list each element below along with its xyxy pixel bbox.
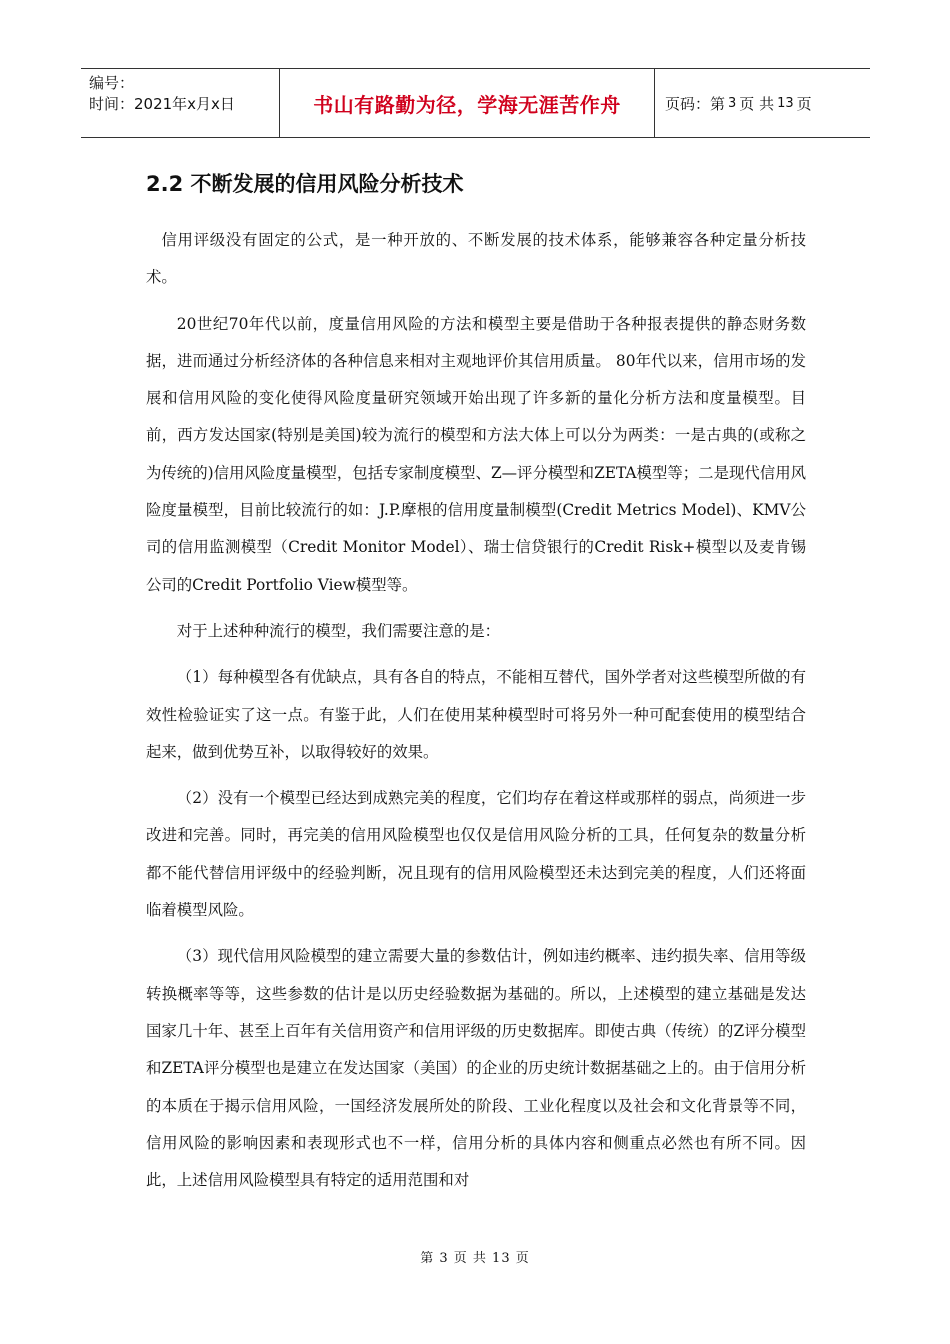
paragraph: （3）现代信用风险模型的建立需要大量的参数估计，例如违约概率、违约损失率、信用等级转换概率等等，这些参数的估计是以历史经验数据为基础的。所以，上述模型的建立基础是发达国家几十年、甚至上百年有关信用资产和信用评级的历史数据库。即使古典（传统）的Z评分模型和ZETA评分模型也是建立在发达国家（美国）的企业的历史统计数据基础之上的。由于信用分析的本质在于揭示信用风险，一国经济发展所处的阶段、工业化程度以及社会和文化背景等不同，信用风险的影响因素和表现形式也不一样，信用分析的具体内容和侧重点必然也有所不同。因此，上述信用风险模型具有特定的适用范围和对: [146, 947, 806, 1190]
page-footer: 第 3 页 共 13 页: [420, 1251, 530, 1266]
section-title: 2.2 不断发展的信用风险分析技术: [146, 172, 464, 196]
header-date-label: 时间：2021年x月x日: [89, 95, 235, 113]
paragraph: （2）没有一个模型已经达到成熟完美的程度，它们均存在着这样或那样的弱点，尚须进一步改进和完善。同时，再完美的信用风险模型也仅仅是信用风险分析的工具，任何复杂的数量分析都不能代替信用评级中的经验判断，况且现有的信用风险模型还未达到完美的程度，人们还将面临着模型风险。: [146, 789, 806, 920]
header-page-suffix: 页: [796, 94, 812, 113]
paragraph: （1）每种模型各有优缺点，具有各自的特点，不能相互替代，国外学者对这些模型所做的有效性检验证实了这一点。有鉴于此，人们在使用某种模型时可将另外一种可配套使用的模型结合起来，做到优势互补，以取得较好的效果。: [146, 668, 806, 761]
body-content: [146, 222, 806, 1208]
header-page-current: 3: [728, 95, 737, 111]
header-page-mid: 页 共: [739, 94, 775, 113]
paragraph: 20世纪70年代以前，度量信用风险的方法和模型主要是借助于各种报表提供的静态财务数据，进而通过分析经济体的各种信息来相对主观地评价其信用质量。 80年代以来，信用市场的发展和信用风险的变化使得风险度量研究领域开始出现了许多新的量化分析方法和度量模型。目前，西方发达国家(特别是美国)较为流行的模型和方法大体上可以分为两类：一是古典的(或称之为传统的)信用风险度量模型，包括专家制度模型、Z—评分模型和ZETA模型等；二是现代信用风险度量模型，目前比较流行的如：J.P.摩根的信用度量制模型(Credit Metrics Model)、KMV公司的信用监测模型（Credit Monitor Model）、瑞士信贷银行的Credit Risk+模型以及麦肯锡公司的Credit Portfolio View模型等。: [146, 314, 806, 594]
paragraph: 对于上述种种流行的模型，我们需要注意的是：: [176, 621, 501, 640]
header-page-prefix: 页码：第: [665, 94, 726, 113]
paragraph: 信用评级没有固定的公式，是一种开放的、不断发展的技术体系，能够兼容各种定量分析技术。: [146, 231, 806, 287]
page-header: [81, 68, 870, 138]
header-page-total: 13: [777, 95, 794, 111]
header-meta: [81, 69, 280, 137]
header-motto: 书山有路勤为径，学海无涯苦作舟: [280, 69, 655, 137]
header-code-label: 编号：: [89, 74, 135, 92]
header-page-info: [655, 69, 870, 137]
